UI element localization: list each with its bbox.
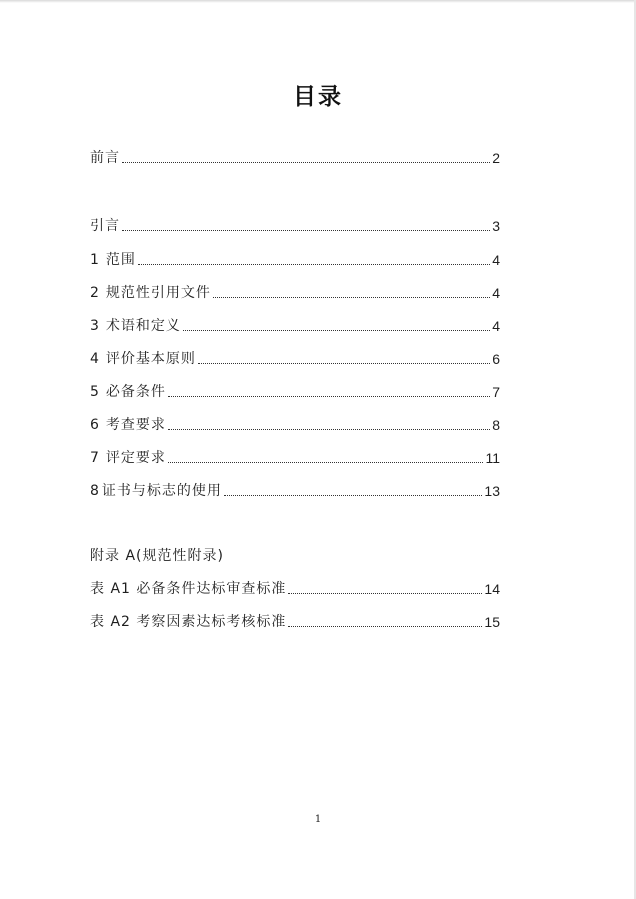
toc-leader-dots — [122, 230, 490, 231]
toc-entry-assessment-requirements[interactable] — [90, 445, 500, 467]
toc-leader-dots — [224, 495, 483, 496]
toc-entry-number: 6 — [90, 417, 99, 433]
toc-entry-terms-definitions[interactable] — [90, 313, 500, 335]
toc-entry-label: 证书与标志的使用 — [101, 483, 222, 499]
toc-leader-dots — [288, 626, 482, 627]
toc-entry-page: 4 — [492, 318, 500, 334]
toc-entry-label: 术语和定义 — [105, 318, 181, 334]
toc-entry-page: 8 — [492, 417, 500, 433]
toc-leader-dots — [168, 429, 490, 430]
toc-entry-number: 8 — [90, 483, 99, 499]
toc-entry-number: 1 — [90, 252, 99, 268]
toc-entry-label: 规范性引用文件 — [105, 285, 211, 301]
toc-entry-number: 4 — [90, 351, 99, 367]
toc-entry-label: 考查要求 — [105, 417, 166, 433]
toc-entry-page: 13 — [484, 483, 500, 499]
toc-entry-number: 3 — [90, 318, 99, 334]
toc-entry-evaluation-principles[interactable] — [90, 346, 500, 368]
toc-entry-label: 必备条件 — [105, 384, 166, 400]
toc-entry-page: 4 — [492, 252, 500, 268]
toc-entry-label: 表 A1 必备条件达标审查标准 — [90, 581, 287, 597]
toc-title: 目录 — [293, 84, 343, 110]
toc-entry-page: 14 — [484, 581, 500, 597]
toc-entry-page: 2 — [492, 150, 500, 166]
toc-entry-number: 7 — [90, 450, 99, 466]
toc-leader-dots — [122, 162, 490, 163]
toc-entry-label: 前言 — [90, 150, 120, 166]
appendix-heading: 附录 A(规范性附录) — [90, 548, 224, 564]
toc-entry-label: 评价基本原则 — [105, 351, 196, 367]
toc-entry-page: 4 — [492, 285, 500, 301]
toc-leader-dots — [213, 297, 490, 298]
toc-entry-page: 3 — [492, 218, 500, 234]
toc-leader-dots — [198, 363, 490, 364]
toc-entry-table-a1[interactable] — [90, 576, 500, 598]
toc-leader-dots — [138, 264, 490, 265]
toc-entry-normative-references[interactable] — [90, 280, 500, 302]
toc-entry-number: 2 — [90, 285, 99, 301]
toc-leader-dots — [168, 462, 484, 463]
toc-leader-dots — [288, 593, 482, 594]
toc-entry-page: 6 — [492, 351, 500, 367]
page-number: 1 — [314, 814, 322, 825]
toc-entry-inspection-requirements[interactable] — [90, 412, 500, 434]
toc-entry-introduction[interactable] — [90, 213, 500, 235]
toc-entry-label: 评定要求 — [105, 450, 166, 466]
toc-entry-prerequisites[interactable] — [90, 379, 500, 401]
toc-entry-label: 表 A2 考察因素达标考核标准 — [90, 614, 287, 630]
toc-entry-table-a2[interactable] — [90, 609, 500, 631]
toc-entry-page: 15 — [484, 614, 500, 630]
toc-entry-number: 5 — [90, 384, 99, 400]
toc-entry-page: 7 — [492, 384, 500, 400]
toc-entry-certificate-usage[interactable] — [90, 478, 500, 500]
scan-edge-top — [0, 0, 636, 3]
toc-leader-dots — [168, 396, 490, 397]
toc-entry-scope[interactable] — [90, 247, 500, 269]
toc-entry-foreword[interactable] — [90, 145, 500, 167]
toc-leader-dots — [183, 330, 490, 331]
toc-entry-label: 范围 — [105, 252, 136, 268]
toc-entry-label: 引言 — [90, 218, 120, 234]
toc-entry-page: 11 — [485, 450, 500, 466]
